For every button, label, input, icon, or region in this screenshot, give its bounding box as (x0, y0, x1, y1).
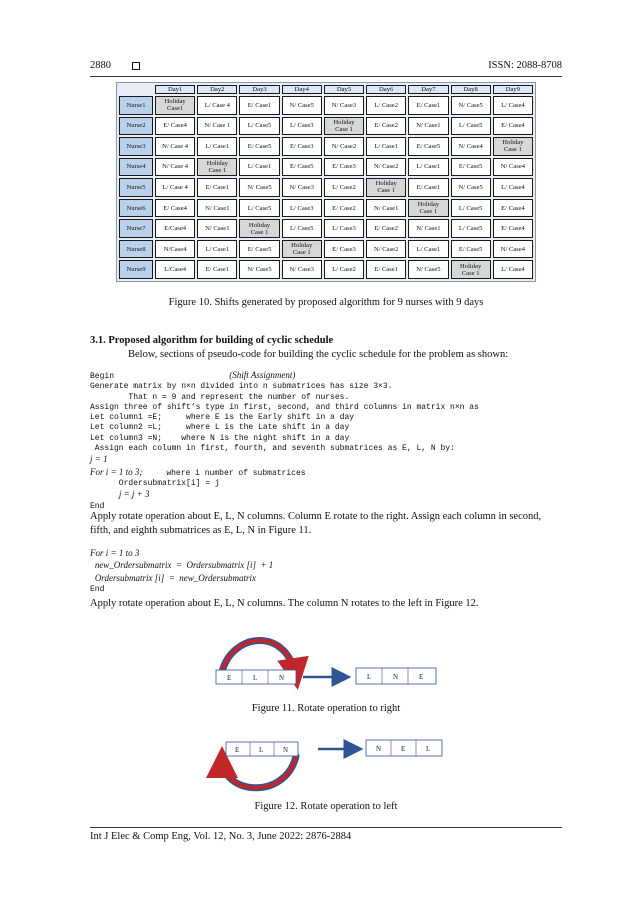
issn: ISSN: 2088-8708 (488, 60, 562, 71)
shift-cell-text: N/ Case3 (289, 266, 314, 274)
shift-cell-text: E/ Case2 (332, 204, 356, 212)
column-label: E (235, 746, 240, 754)
shift-cell-text: L/ Case3 (289, 204, 314, 212)
shift-cell-text: N/ Case4 (500, 245, 526, 253)
shift-cell-text: L/ Case5 (458, 225, 483, 233)
shift-cell-text: Case 1 (419, 208, 438, 215)
section-heading: 3.1. Proposed algorithm for building of cyclic schedule (90, 335, 334, 346)
day-header: Day7 (408, 85, 448, 94)
shift-cell-text: N/ Case 4 (162, 163, 189, 171)
shift-cell-text: N/ Case5 (289, 101, 314, 109)
shift-cell-text: L/ Case5 (247, 204, 272, 212)
shift-cell-text: E/ Case4 (501, 225, 525, 233)
shift-cell-text: E/ Case1 (416, 183, 441, 191)
column-label: E (227, 674, 232, 682)
code-line: j = 1 (90, 454, 108, 465)
shift-cell-text: Case 1 (335, 125, 353, 133)
column-label: L (259, 746, 264, 754)
footer-rule (90, 827, 562, 828)
shift-cell-text: Case 1 (292, 249, 311, 257)
shift-cell-text: E/Case4 (164, 225, 187, 233)
code-line: Assign each column in first, fourth, and seventh submatrices as E, L, N by: (90, 444, 455, 454)
shift-cell-text: L/ Case1 (416, 245, 441, 253)
code-line: That n = 9 and represent the number of nurses. (90, 392, 350, 402)
column-label: L (367, 673, 372, 681)
nurse-label: Nurse5 (119, 178, 153, 197)
shift-cell-text: E/ Case1 (374, 266, 399, 274)
shift-cell-text: N/ Case1 (205, 225, 230, 233)
section-intro: Below, sections of pseudo-code for building the cyclic schedule for the problem as shown: (128, 349, 509, 360)
code-line: Let column3 =N; where N is the night shift in a day (90, 433, 350, 443)
code-line: For i = 1 to 3 (90, 548, 140, 558)
shift-cell-text: N/Case4 (163, 245, 187, 253)
paragraph-figure12: Apply rotate operation about E, L, N columns. The column N rotates to the left in Figure 12. (90, 598, 479, 609)
day-header: Day3 (239, 85, 279, 94)
shift-cell-text: Holiday (206, 159, 228, 167)
shift-cell-text: N/ Case 4 (162, 142, 189, 150)
shift-cell-text: Holiday (460, 262, 482, 270)
shift-cell-text: E/ Case3 (332, 245, 356, 253)
code-line: Begin (90, 372, 115, 381)
shift-cell-text: Holiday (164, 98, 186, 106)
nurse-label: Nurse1 (119, 96, 153, 115)
shift-cell-text: N/ Case3 (331, 101, 357, 109)
shift-cell-text: N/ Case2 (374, 245, 399, 253)
shift-cell-text: E/ Case4 (163, 204, 187, 212)
nurse-label: Nurse2 (119, 117, 153, 136)
shift-cell-text: E/ Case5 (289, 163, 314, 171)
nurse-label: Nurse3 (119, 137, 153, 156)
shift-cell-text: Case 1 (208, 166, 227, 174)
shift-cell-text: E/ Case5 (247, 245, 272, 253)
shift-cell-text: N/ Case4 (458, 142, 483, 150)
shift-cell-text: E/ Case2 (374, 225, 399, 233)
shift-cell-text: E/ Case1 (416, 101, 441, 109)
nurse-label: Nurse6 (119, 199, 153, 218)
shift-cell-text: Case 1 (250, 228, 269, 236)
shift-cell-text: L/ Case 4 (162, 183, 188, 191)
code-line: End (90, 584, 105, 594)
shift-cell-text: E/ Case4 (163, 122, 187, 130)
day-header: Day5 (324, 85, 364, 94)
shift-cell-text: Holiday (417, 201, 440, 208)
shift-cell-text: E/ Case5 (458, 245, 483, 253)
column-label: N (279, 674, 285, 682)
figure11-diagram (216, 641, 436, 685)
shift-cell-text: N/ Case5 (247, 266, 272, 274)
day-header: Day9 (493, 85, 533, 94)
shift-cell-text: L/ Case5 (247, 122, 272, 130)
shift-cell-text: Holiday (333, 118, 355, 126)
shift-cell-text: N/ Case2 (331, 142, 357, 150)
code-line: new_Ordersubmatrix = Ordersubmatrix [i] + 1 (94, 560, 274, 571)
day-header: Day1 (155, 85, 195, 94)
code-comment: (Shift Assignment) (229, 370, 296, 380)
figure10-caption: Figure 10. Shifts generated by proposed algorithm for 9 nurses with 9 days (168, 297, 484, 308)
shift-cell-text: L/ Case3 (332, 225, 356, 233)
shift-cell-text: L/ Case1 (247, 163, 272, 171)
code-line: where i number of submatrices (142, 468, 306, 478)
shift-cell-text: L/Case4 (164, 266, 187, 274)
column-label: N (376, 745, 382, 753)
nurse-label: Nurse7 (119, 219, 153, 238)
column-label: N (283, 746, 289, 754)
shift-cell-text: E/ Case2 (374, 122, 399, 130)
shift-cell-text: L/ Case 4 (204, 101, 230, 109)
code-line: j = j + 3 (118, 489, 150, 500)
shift-cell-text: L/ Case1 (374, 142, 399, 150)
shift-cell-text: L/ Case5 (458, 122, 483, 130)
code-line: Let column2 =L; where L is the Late shift in a day (90, 423, 350, 433)
shift-cell-text: Case 1 (377, 187, 396, 195)
column-label: E (419, 673, 424, 681)
shift-cell-text: N/ Case3 (289, 183, 314, 191)
column-label: N (393, 673, 399, 681)
shift-cell-text: E/ Case4 (501, 122, 525, 130)
shift-cell-text: N/ Case5 (247, 183, 272, 191)
paragraph-figure11: Apply rotate operation about E, L, N columns. Column E rotate to the right. Assign each column in second, fifth, and eighth submatrices as E, L, N in Figure 11. (90, 511, 542, 536)
shift-cell-text: E/ Case1 (205, 183, 230, 191)
figure12-caption: Figure 12. Rotate operation to left (254, 801, 398, 812)
page-number: 2880 (90, 60, 111, 71)
shift-cell-text: Holiday (502, 139, 524, 147)
shift-cell-text: E/ Case5 (416, 142, 441, 150)
shift-cell-text: E/ Case3 (289, 142, 314, 150)
shift-cell-text: Holiday (375, 180, 397, 188)
figure11-caption: Figure 11. Rotate operation to right (251, 703, 401, 714)
shift-cell-text: L/ Case3 (289, 122, 314, 130)
shift-cell-text: E/ Case1 (247, 101, 272, 109)
shift-cell-text: L/ Case1 (205, 245, 230, 253)
nurse-label: Nurse8 (119, 240, 153, 259)
column-label: L (253, 674, 258, 682)
code-line: Let column1 =E; where E is the Early shift in a day (90, 413, 355, 423)
code-line: For i = 1 to 3; (90, 466, 143, 477)
shift-cell-text: E/ Case1 (205, 266, 230, 274)
shift-cell-text: L/ Case4 (501, 101, 525, 109)
shift-cell-text: N/ Case2 (374, 163, 399, 171)
page-footer: Int J Elec & Comp Eng, Vol. 12, No. 3, June 2022: 2876-2884 (90, 831, 352, 842)
shift-cell-text: Case 1 (461, 269, 480, 277)
shift-cell-text: E/ Case5 (247, 142, 272, 150)
code-line: Generate matrix by n×n divided into n submatrices has size 3×3. (90, 382, 393, 392)
nurse-label: Nurse9 (119, 260, 153, 279)
shift-cell-text: L/ Case4 (501, 183, 525, 191)
shift-cell-text: N/ Case1 (374, 204, 399, 212)
shift-cell-text: Case1 (167, 105, 184, 113)
shift-cell-text: E/ Case3 (332, 163, 356, 171)
shift-cell-text: L/ Case1 (416, 163, 441, 171)
shift-cell-text: N/ Case5 (416, 266, 441, 274)
shift-cell-text: Holiday (248, 221, 271, 229)
code-line: Ordersubmatrix[i] = j (90, 478, 220, 488)
column-label: L (426, 745, 431, 753)
column-label: E (401, 745, 406, 753)
shift-cell-text: N/ Case5 (458, 101, 483, 109)
shift-cell-text: N/ Case1 (205, 204, 230, 212)
shift-cell-text: L/ Case1 (205, 142, 230, 150)
shift-cell-text: N/ Case4 (500, 163, 526, 171)
shift-cell-text: N/ Case1 (416, 122, 441, 130)
shift-cell-text: N/ Case 1 (204, 122, 231, 130)
day-header: Day6 (366, 85, 406, 94)
nurse-label: Nurse4 (119, 158, 153, 177)
code-line: End (90, 501, 105, 511)
shift-cell-text: Holiday (291, 242, 313, 250)
shift-cell-text: N/ Case1 (416, 225, 441, 233)
shift-cell-text: L/ Case2 (332, 266, 356, 274)
shift-cell-text: L/ Case5 (289, 225, 314, 233)
shift-cell-text: N/ Case5 (458, 183, 483, 191)
shift-cell-text: L/ Case2 (332, 183, 356, 191)
day-header: Day8 (451, 85, 491, 94)
shift-cell-text: L/ Case2 (374, 101, 399, 109)
code-line: Assign three of shift’s type in first, second, and third columns in matrix n×n as (90, 402, 479, 412)
day-header: Day2 (197, 85, 237, 94)
shift-cell-text: E/ Case5 (458, 163, 483, 171)
shift-cell-text: L/ Case5 (458, 204, 483, 212)
shift-cell-text: E/ Case4 (501, 204, 525, 212)
day-header: Day4 (282, 85, 322, 94)
code-line: Ordersubmatrix [i] = new_Ordersubmatrix (94, 572, 256, 583)
shift-cell-text: Case 1 (503, 146, 522, 154)
shift-cell-text: L/ Case4 (501, 266, 525, 274)
figure12-diagram (222, 740, 442, 788)
